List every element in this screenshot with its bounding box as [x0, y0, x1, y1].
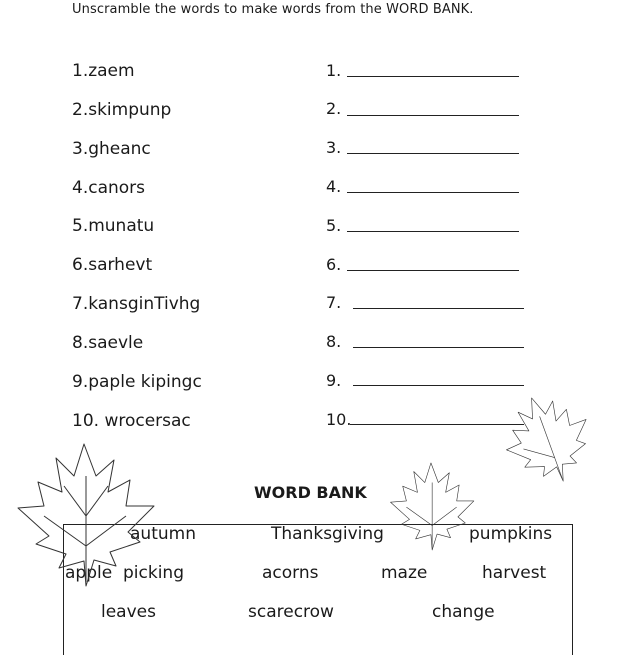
scrambled-word: 2.skimpunp — [72, 100, 172, 120]
scrambled-word: 8.saevle — [72, 333, 144, 353]
answer-number: 7. — [326, 293, 342, 312]
answer-line[interactable] — [347, 270, 519, 271]
scrambled-word: 5.munatu — [72, 216, 155, 236]
word-bank-word: maze — [381, 563, 428, 583]
word-bank-word: apple picking — [65, 563, 184, 583]
word-bank-word: autumn — [130, 524, 196, 544]
answer-line[interactable] — [347, 153, 519, 154]
answer-number: 10. — [326, 410, 352, 429]
answer-number: 9. — [326, 371, 342, 390]
word-bank-word: Thanksgiving — [271, 524, 384, 544]
word-bank-word: pumpkins — [469, 524, 553, 544]
answer-line[interactable] — [347, 76, 519, 77]
instructions: Unscramble the words to make words from the WORD BANK. — [72, 2, 474, 17]
maple-leaf-icon — [14, 436, 164, 586]
answer-number: 4. — [326, 177, 342, 196]
scrambled-word: 6.sarhevt — [72, 255, 153, 275]
scrambled-word: 9.paple kipingc — [72, 372, 202, 392]
scrambled-word: 10. wrocersac — [72, 411, 191, 431]
answer-number: 2. — [326, 99, 342, 118]
maple-leaf-icon — [502, 390, 596, 484]
answer-line[interactable] — [350, 424, 524, 425]
word-bank-word: leaves — [101, 602, 156, 622]
answer-line[interactable] — [347, 231, 519, 232]
word-bank-word: scarecrow — [248, 602, 334, 622]
word-bank-word: change — [432, 602, 495, 622]
answer-line[interactable] — [347, 192, 519, 193]
word-bank-word: harvest — [482, 563, 547, 583]
answer-number: 6. — [326, 255, 342, 274]
answer-line[interactable] — [353, 347, 524, 348]
answer-line[interactable] — [353, 308, 524, 309]
answer-line[interactable] — [353, 385, 524, 386]
word-bank-title: WORD BANK — [254, 483, 367, 502]
answer-number: 1. — [326, 61, 342, 80]
word-bank-word: acorns — [262, 563, 319, 583]
scrambled-word: 1.zaem — [72, 61, 135, 81]
answer-number: 3. — [326, 138, 342, 157]
scrambled-word: 3.gheanc — [72, 139, 151, 159]
answer-number: 8. — [326, 332, 342, 351]
maple-leaf-icon — [388, 458, 480, 550]
scrambled-word: 4.canors — [72, 178, 146, 198]
scrambled-word: 7.kansginTivhg — [72, 294, 201, 314]
answer-number: 5. — [326, 216, 342, 235]
answer-line[interactable] — [347, 115, 519, 116]
